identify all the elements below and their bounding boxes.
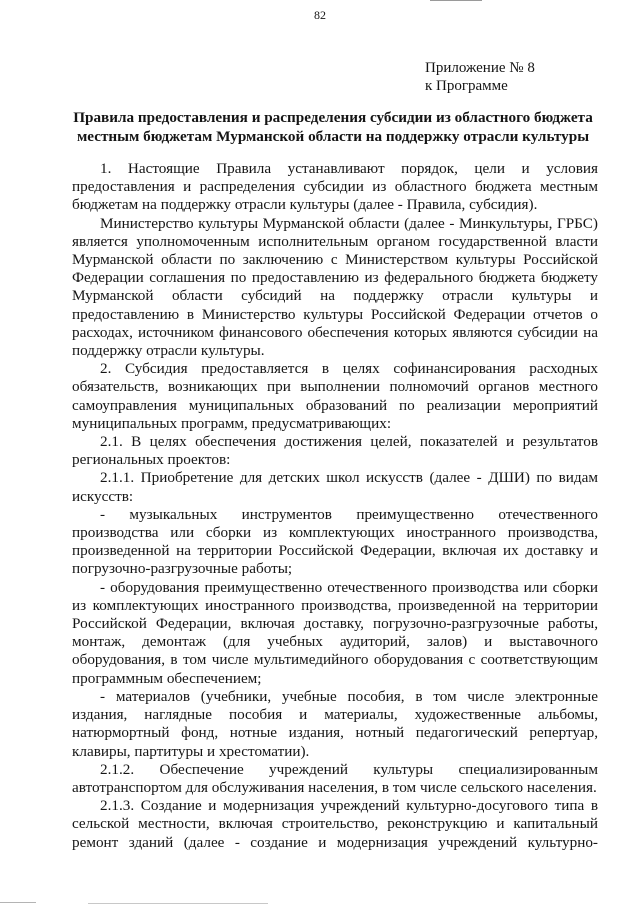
document-title (68, 108, 598, 146)
title-line: местным бюджетам Мурманской области на поддержку отрасли культуры (76, 128, 590, 145)
paragraph: 2.1.1. Приобретение для детских школ искусств (далее - ДШИ) по видам искусств: (72, 469, 598, 505)
scan-artifact-line (88, 903, 268, 904)
list-item: - материалов (учебники, учебные пособия, в том числе электронные издания, наглядные пособия и материалы, художественные альбомы, натюрмортный фонд, нотные издания, нотный педагогический репертуар, клавиры, партитуры и хрестоматии). (72, 687, 598, 760)
scan-artifact-line (430, 0, 482, 1)
paragraph: 2. Субсидия предоставляется в целях софинансирования расходных обязательств, возникающих при выполнении полномочий органов местного самоуправления муниципальных образований по реализации мероприятий муниципальных программ, предусматривающих: (72, 360, 598, 432)
paragraph: 2.1.3. Создание и модернизация учреждений культурно-досугового типа в сельской местности, включая строительство, реконструкцию и капитальный ремонт зданий (далее - создание и модернизация учреждений культурно- (72, 797, 598, 851)
page-number: 82 (314, 8, 326, 22)
appendix-line: к Программе (425, 78, 508, 94)
paragraph: 1. Настоящие Правила устанавливают порядок, цели и условия предоставления и распределения субсидии из областного бюджета местным бюджетам на поддержку отрасли культуры (далее - Правила, субсидия). (72, 160, 598, 214)
list-item: - музыкальных инструментов преимущественно отечественного производства или сборки из комплектующих иностранного производства, произведенной на территории Российской Федерации, включая их доставку и погрузочно-разгрузочные работы; (72, 505, 598, 578)
scan-artifact-line (0, 902, 36, 903)
document-body (72, 160, 598, 852)
appendix-line: Приложение № 8 (425, 60, 535, 76)
paragraph: 2.1. В целях обеспечения достижения целей, показателей и результатов региональных проектов: (72, 433, 598, 469)
paragraph: Министерство культуры Мурманской области (далее - Минкультуры, ГРБС) является уполномоченным исполнительным органом государственной власти Мурманской области по заключению с Министерством культуры Российской Федерации соглашения по предоставлению из федерального бюджета бюджету Мурманской области субсидий на поддержку отрасли культуры и предоставлению в Министерство культуры Российской Федерации отчетов о расходах, источником финансового обеспечения которых являются субсидии на поддержку отрасли культуры. (72, 214, 598, 360)
paragraph: 2.1.2. Обеспечение учреждений культуры специализированным автотранспортом для обслуживания населения, в том числе сельского населения. (72, 760, 598, 796)
title-line: Правила предоставления и распределения субсидии из областного бюджета (73, 109, 593, 126)
appendix-note (425, 59, 535, 95)
list-item: - оборудования преимущественно отечественного производства или сборки из комплектующих иностранного производства, произведенной на территории Российской Федерации, включая доставку, погрузочно-разгрузочные работы, монтаж, демонтаж (для учебных аудиторий, залов) и выставочного оборудования, в том числе мультимедийного оборудования с соответствующим программным обеспечением; (72, 578, 598, 687)
